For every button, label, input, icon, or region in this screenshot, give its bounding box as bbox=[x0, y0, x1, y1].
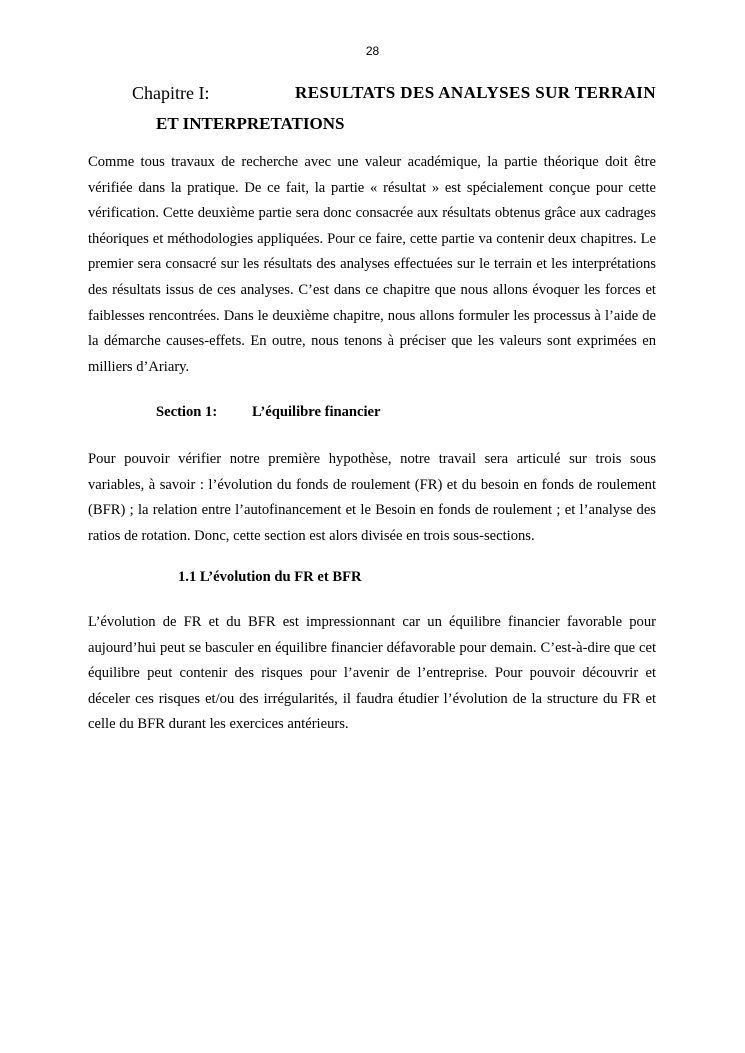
chapter-label: Chapitre I: bbox=[132, 83, 210, 103]
section-paragraph: Pour pouvoir vérifier notre première hypothèse, notre travail sera articulé sur trois sous variables, à savoir : l’évolution du fonds de roulement (FR) et du besoin en fonds de roulement (BFR) ; la relation entre l’autofinancement et le Besoin en fonds de roulement ; et l’analyse des ratios de rotation. Donc, cette section est alors divisée en trois sous-sections. bbox=[88, 451, 656, 544]
section-label: Section 1: bbox=[156, 404, 218, 420]
intro-paragraph: Comme tous travaux de recherche avec une valeur académique, la partie théorique doit être vérifiée dans la pratique. De ce fait, la partie « résultat » est spécialement conçue pour cette vérification. Cette deuxième partie sera donc consacrée aux résultats obtenus grâce aux cadrages théoriques et méthodologies appliquées. Pour ce faire, cette partie va contenir deux chapitres. Le premier sera consacré sur les résultats des analyses effectuées sur le terrain et les interprétations des résultats issus de ces analyses. C’est dans ce chapitre que nous allons évoquer les forces et faiblesses rencontrées. Dans le deuxième chapitre, nous allons formuler les processus à l’aide de la démarche causes-effets. En outre, nous tenons à préciser que les valeurs sont exprimées en milliers d’Ariary. bbox=[88, 154, 656, 375]
chapter-heading-line1: RESULTATS DES ANALYSES SUR TERRAIN bbox=[295, 83, 656, 102]
subsection-paragraph: L’évolution de FR et du BFR est impressionnant car un équilibre financier favorable pour aujourd’hui peut se basculer en équilibre financier défavorable pour demain. C’est-à-dire que cet équilibre peut contenir des risques pour l’avenir de l’entreprise. Pour pouvoir découvrir et déceler ces risques et/ou des irrégularités, il faudra étudier l’évolution de la structure du FR et celle du BFR durant les exercices antérieurs. bbox=[88, 614, 656, 733]
section-heading bbox=[156, 404, 381, 421]
subsection-heading: 1.1 L’évolution du FR et BFR bbox=[178, 569, 362, 585]
section-title: L’équilibre financier bbox=[252, 404, 381, 420]
page-number: 28 bbox=[365, 44, 380, 58]
chapter-heading-line2: ET INTERPRETATIONS bbox=[156, 114, 345, 133]
chapter-title bbox=[132, 78, 656, 139]
